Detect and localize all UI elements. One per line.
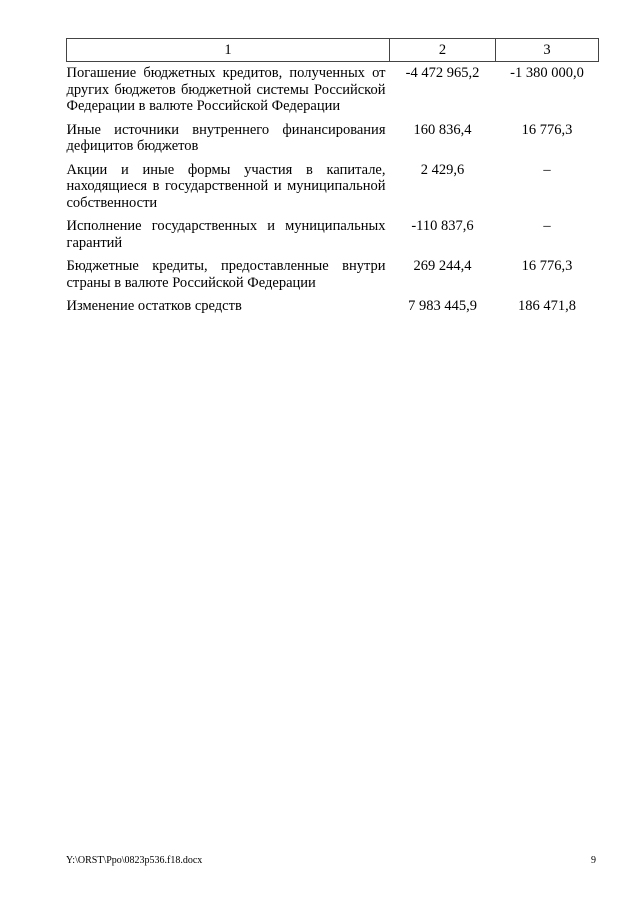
header-row xyxy=(67,39,599,62)
header-col-1: 1 xyxy=(67,39,390,62)
table-row xyxy=(67,218,599,258)
row-name: Акции и иные формы участия в капитале, находящиеся в государственной и муниципальной собственности xyxy=(66,161,386,211)
page-number: 9 xyxy=(591,855,596,866)
row-name: Иные источники внутреннего финансирования дефицитов бюджетов xyxy=(66,121,386,154)
row-value-col3: -1 380 000,0 xyxy=(510,65,584,81)
row-name: Бюджетные кредиты, предоставленные внутри страны в валюте Российской Федерации xyxy=(66,258,386,291)
table-body xyxy=(67,62,599,322)
table-row xyxy=(67,162,599,219)
table-header xyxy=(67,39,599,62)
table-row xyxy=(67,122,599,162)
header-col-3: 3 xyxy=(496,39,599,62)
row-value-col3: – xyxy=(543,218,551,234)
row-value-col3: 16 776,3 xyxy=(521,121,573,138)
row-name: Исполнение государственных и муниципальных гарантий xyxy=(66,218,386,251)
row-value-col3: 16 776,3 xyxy=(521,258,573,274)
row-value-col2: 160 836,4 xyxy=(413,121,472,138)
row-name: Изменение остатков средств xyxy=(66,298,242,314)
header-col-2: 2 xyxy=(390,39,496,62)
footer-file-path: Y:\ORST\Ppo\0823p536.f18.docx xyxy=(66,855,203,866)
row-value-col2: 2 429,6 xyxy=(420,161,465,178)
row-value-col3: 186 471,8 xyxy=(518,298,576,314)
table-row xyxy=(67,258,599,298)
table-row xyxy=(67,62,599,122)
row-name: Погашение бюджетных кредитов, полученных от других бюджетов бюджетной системы Российской Федерации в валюте Российской Федерации xyxy=(66,65,386,114)
row-value-col2: 7 983 445,9 xyxy=(408,298,477,314)
row-value-col2: 269 244,4 xyxy=(413,258,472,274)
row-value-col3: – xyxy=(543,161,551,178)
table-row xyxy=(67,298,599,322)
budget-sources-table xyxy=(66,38,599,322)
row-value-col2: -4 472 965,2 xyxy=(405,65,480,81)
row-value-col2: -110 837,6 xyxy=(411,218,474,234)
